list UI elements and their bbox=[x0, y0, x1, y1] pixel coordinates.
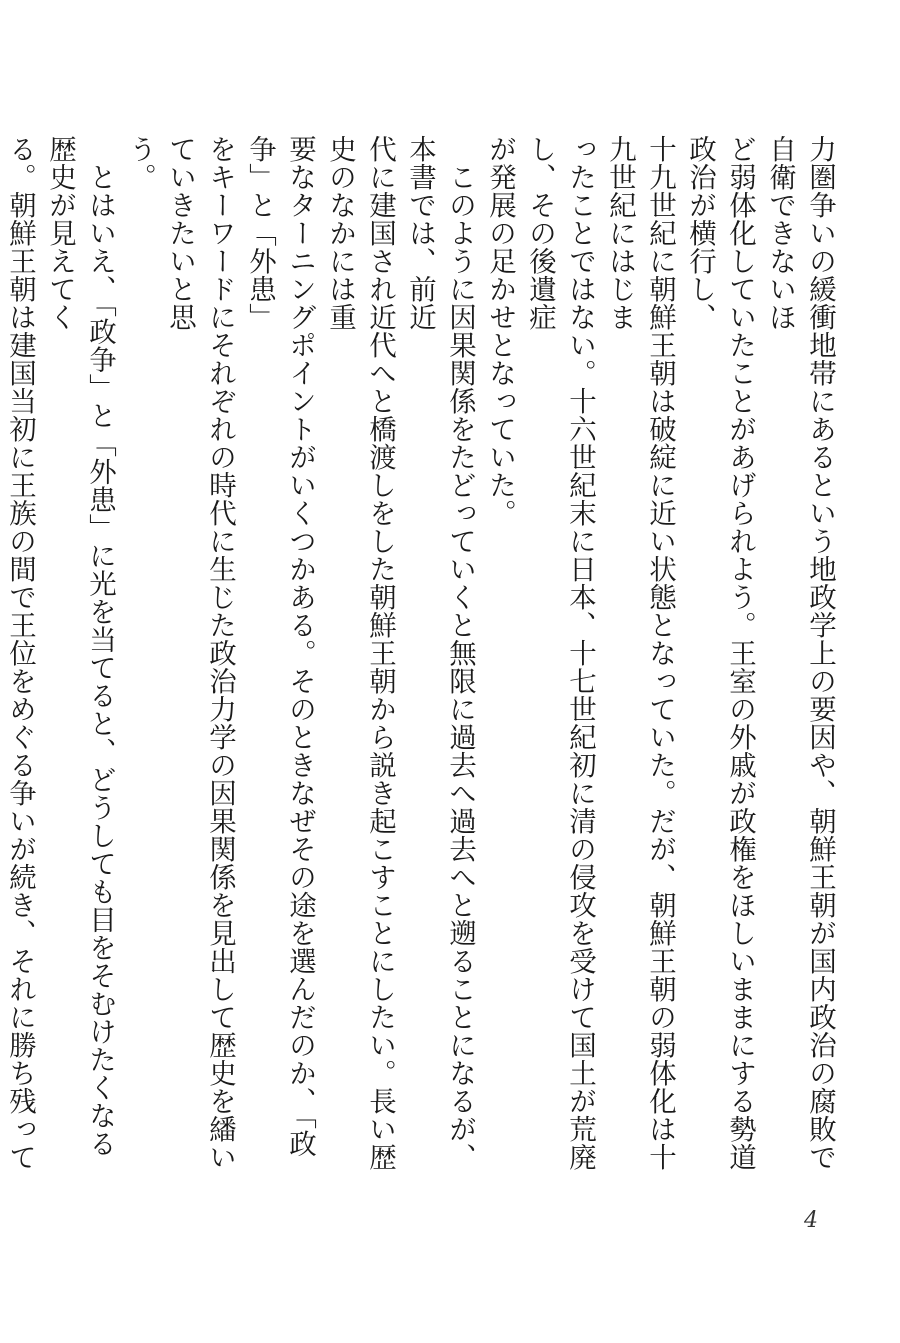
paragraph-opening: 力圏争いの緩衝地帯にあるという地政学上の要因や、朝鮮王朝が国内政治の腐敗で自衛できないほ ど弱体化していたことがあげられよう。王室の外戚が政権をほしいままにする勢道政治が横行し、 十九世紀に朝鮮王朝は破綻に近い状態となっていた。だが、朝鮮王朝の弱体化は十九世紀にはじま bbox=[604, 135, 836, 1171]
paragraph-3: とはいえ、「政争」と「外患」に光を当てると、どうしても目をそむけたくなる歴史が見えてく る。朝鮮王朝は建国当初に王族の間で王位をめぐる争いが続き、それに勝ち残って bbox=[4, 135, 116, 1171]
paragraph-opening-continued: ったことではない。十六世紀末に日本、十七世紀初に清の侵攻を受けて国土が荒廃し、その後遺症 bbox=[524, 135, 596, 1171]
paragraph-1: が発展の足かせとなっていた。 bbox=[484, 135, 516, 527]
paragraph-2: このように因果関係をたどっていくと無限に過去へ過去へと遡ることになるが、本書では、前近 代に建国され近代へと橋渡しをした朝鮮王朝から説き起こすことにしたい。長い歴史のなかには重 要なターニングポイントがいくつかある。そのときなぜその途を選んだのか、「政争」と「外患」 をキーワードにそれぞれの時代に生じた政治力学の因果関係を見出して歴史を繙いていきたいと思 う。 bbox=[124, 135, 476, 1171]
page-number: 4 bbox=[804, 1208, 818, 1233]
vertical-text-block bbox=[4, 135, 840, 1185]
